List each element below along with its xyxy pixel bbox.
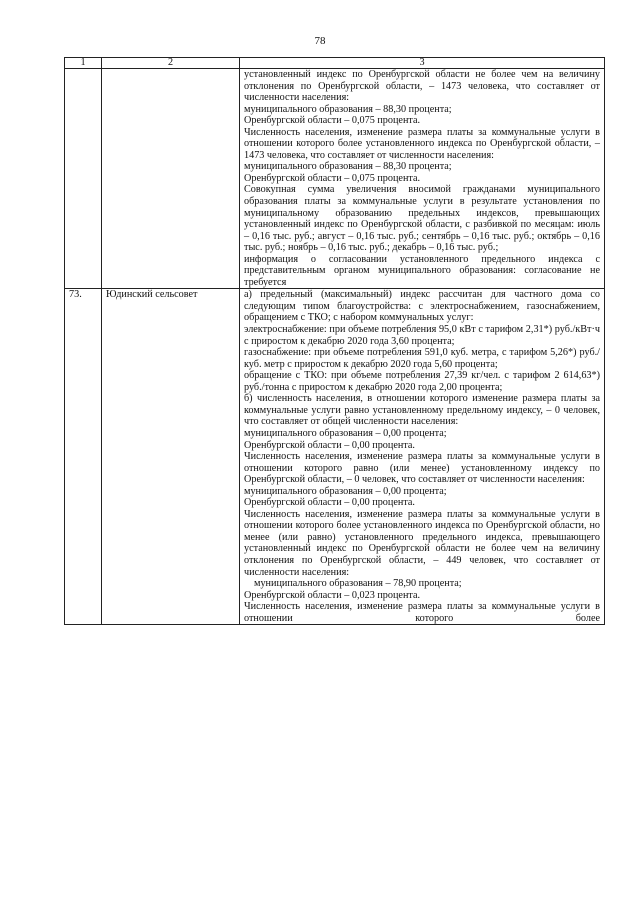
content-paragraph: Численность населения, изменение размера платы за коммунальные услуги в отношении которого более [244,601,600,624]
document-table [64,57,605,625]
row-number: 73. [65,289,102,625]
table-row [65,289,605,625]
content-paragraph: установленный индекс по Оренбургской области не более чем на величину отклонения по Оренбургской области, – 1473 человека, что составляет от численности населения: [244,69,600,104]
content-paragraph: обращение с ТКО: при объеме потребления 27,39 кг/чел. с тарифом 2 614,63*) руб./тонна с приростом к декабрю 2020 года 2,00 процента; [244,370,600,393]
header-col-3: 3 [240,58,605,69]
content-paragraph: газоснабжение: при объеме потребления 591,0 куб. метра, с тарифом 5,26*) руб./куб. метр с приростом к декабрю 2020 года 5,60 процента; [244,347,600,370]
content-paragraph: муниципального образования – 0,00 процента; [244,485,447,497]
content-paragraph: Численность населения, изменение размера платы за коммунальные услуги в отношении которого более установленного индекса по Оренбургской области, но менее (или равно) установленного предельного индекса, превышающего установленный индекс по Оренбургской области не более чем на величину отклонения по Оренбургской области, – 449 человек, что составляет от численности населения: [244,508,600,578]
content-paragraph: Численность населения, изменение размера платы за коммунальные услуги в отношении которого более установленного индекса по Оренбургской области, – 1473 человека, что составляет от численности населения: [244,126,600,161]
header-col-1: 1 [65,58,102,69]
content-paragraph: электроснабжение: при объеме потребления 95,0 кВт с тарифом 2,31*) руб./кВт·ч с приростом к декабрю 2020 года 3,60 процента; [244,324,600,347]
content-paragraph: а) предельный (максимальный) индекс рассчитан для частного дома со следующим типом благоустройства: с электроснабжением, газоснабжением, обращением с ТКО; с набором коммунальных услуг: [244,289,600,324]
content-paragraph: Оренбургской области – 0,023 процента. [244,589,421,601]
content-paragraph: б) численность населения, в отношении которого изменение размера платы за коммунальные услуги равно установленному предельному индексу, – 0 человек, что составляет от общей численности населения: [244,393,600,428]
content-paragraph: Численность населения, изменение размера платы за коммунальные услуги в отношении которого равно (или менее) установленному индексу по Оренбургской области, – 0 человек, что составляет от численности населения: [244,451,600,486]
content-paragraph: муниципального образования – 88,30 процента; [244,161,452,173]
content-paragraph: муниципального образования – 88,30 процента; [244,103,452,115]
municipality-name: Юдинский сельсовет [102,289,240,625]
content-paragraph: Оренбургской области – 0,00 процента. [244,439,415,451]
row-number [65,69,102,289]
content-paragraph: информация о согласовании установленного предельного индекса с представительным органом муниципального образования: согласование не требуется [244,253,600,288]
content-paragraph: муниципального образования – 0,00 процента; [244,427,447,439]
content-paragraph: Оренбургской области – 0,00 процента. [244,497,415,509]
content-paragraph: Оренбургской области – 0,075 процента. [244,115,421,127]
row-content [240,69,605,289]
table-row [65,69,605,289]
row-content [240,289,605,625]
content-paragraph: Совокупная сумма увеличения вносимой гражданами муниципального образования платы за коммунальные услуги в результате установления по муниципальному образованию предельных индексов, превышающих установленный индекс по Оренбургской области, с разбивкой по месяцам: июль – 0,16 тыс. руб.; август – 0,16 тыс. руб.; сентябрь – 0,16 тыс. руб.; октябрь – 0,16 тыс. руб.; ноябрь – 0,16 тыс. руб.; декабрь – 0,16 тыс. руб.; [244,184,600,254]
content-paragraph: муниципального образования – 78,90 процента; [254,578,462,590]
municipality-name [102,69,240,289]
content-paragraph: Оренбургской области – 0,075 процента. [244,172,421,184]
page-number: 78 [314,35,326,47]
header-col-2: 2 [102,58,240,69]
header-row [65,58,605,69]
